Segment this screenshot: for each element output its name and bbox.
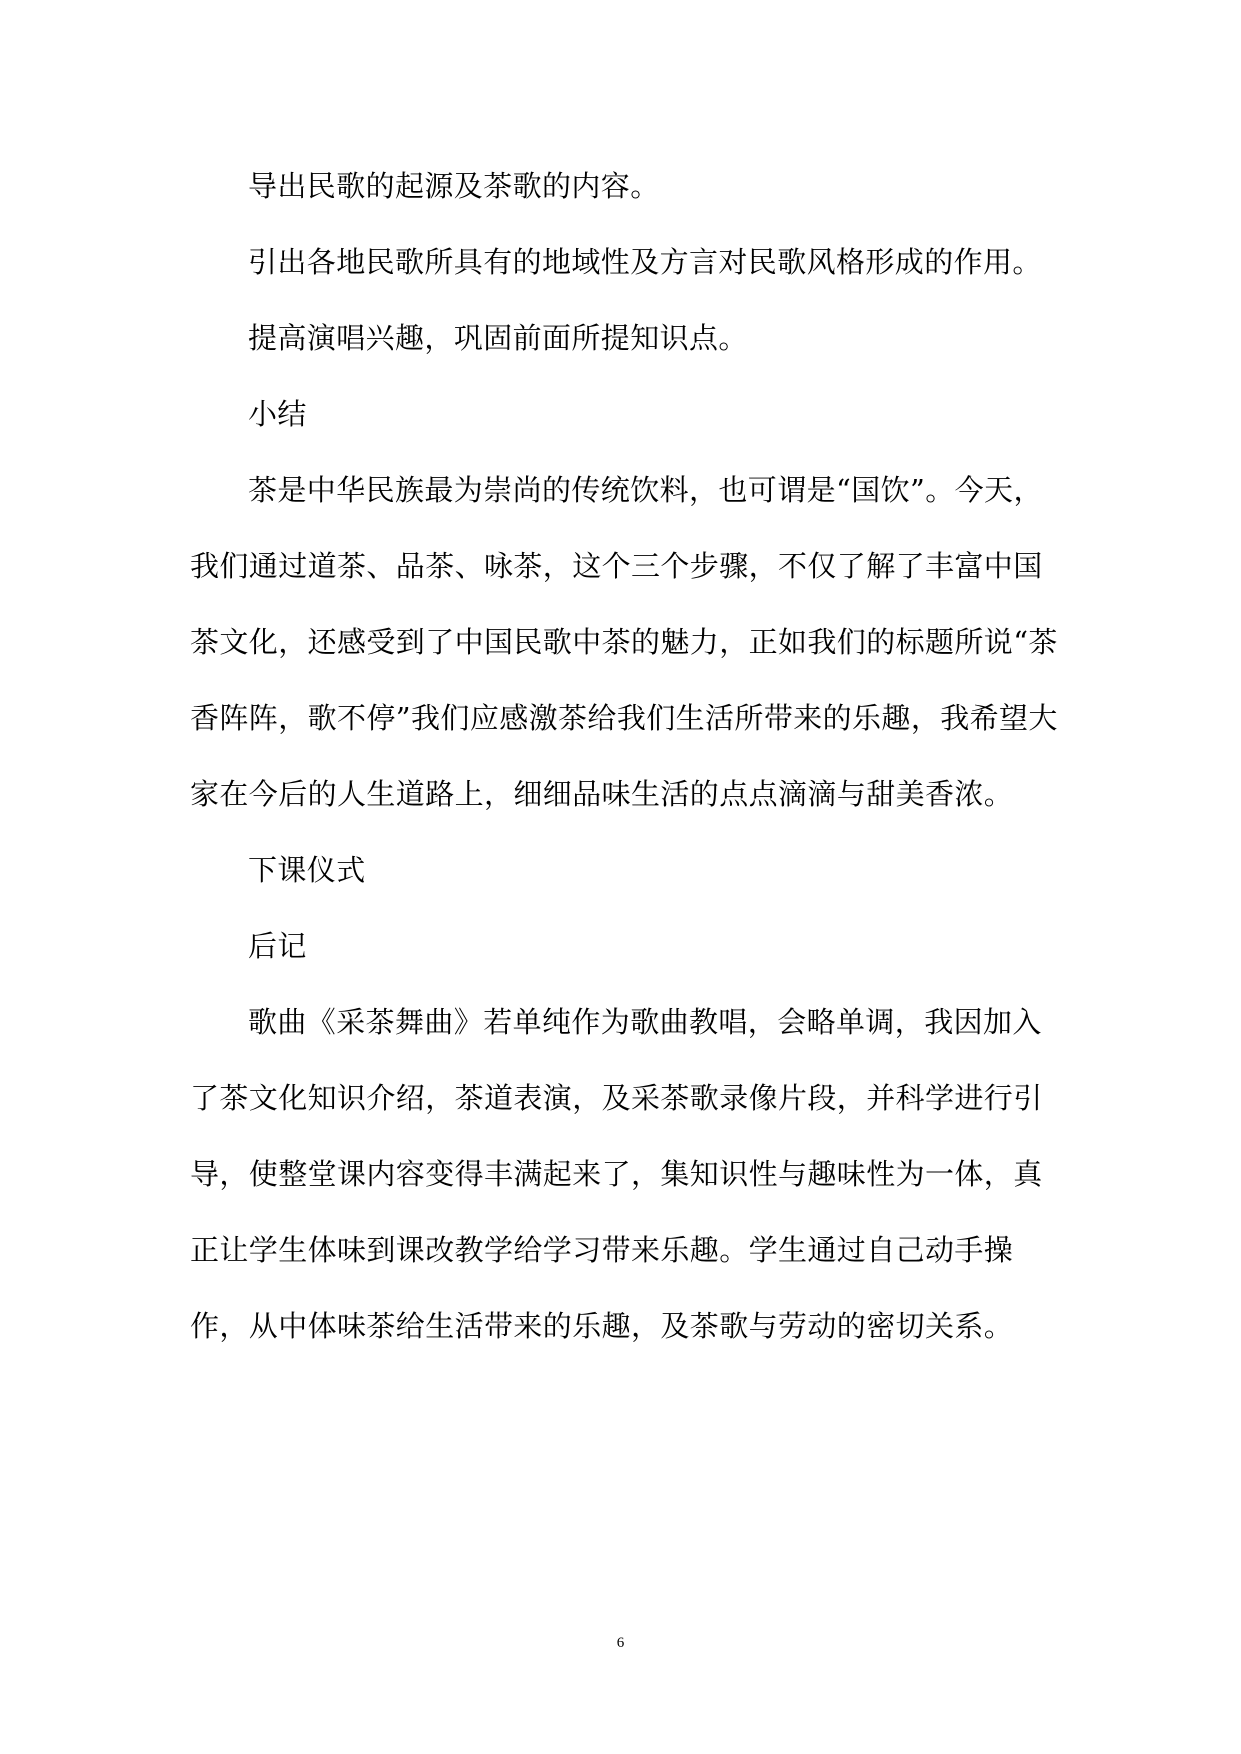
paragraph-afterword-body: 歌曲《采茶舞曲》若单纯作为歌曲教唱，会略单调，我因加入了茶文化知识介绍，茶道表演，及采茶歌录像片段，并科学进行引导，使整堂课内容变得丰满起来了，集知识性与趣味性为一体，真正让学生体味到课改教学给学习带来乐趣。学生通过自己动手操作，从中体味茶给生活带来的乐趣，及茶歌与劳动的密切关系。 — [190, 1005, 1043, 1343]
heading-afterword: 后记 — [248, 929, 307, 963]
heading-class-dismissal: 下课仪式 — [248, 853, 366, 887]
paragraph-singing-interest: 提高演唱兴趣，巩固前面所提知识点。 — [248, 321, 748, 355]
heading-summary: 小结 — [248, 397, 307, 431]
page-number: 6 — [616, 1635, 625, 1651]
paragraph-summary-body: 茶是中华民族最为崇尚的传统饮料，也可谓是“国饮”。今天，我们通过道茶、品茶、咏茶，这个三个步骤，不仅了解了丰富中国茶文化，还感受到了中国民歌中茶的魅力，正如我们的标题所说“茶香阵阵，歌不停”我们应感激茶给我们生活所带来的乐趣，我希望大家在今后的人生道路上，细细品味生活的点点滴滴与甜美香浓。 — [190, 473, 1058, 811]
paragraph-regional-dialects: 引出各地民歌所具有的地域性及方言对民歌风格形成的作用。 — [248, 245, 1042, 279]
paragraph-origin-of-folk-songs: 导出民歌的起源及茶歌的内容。 — [248, 169, 660, 203]
document-body — [190, 148, 1070, 1364]
